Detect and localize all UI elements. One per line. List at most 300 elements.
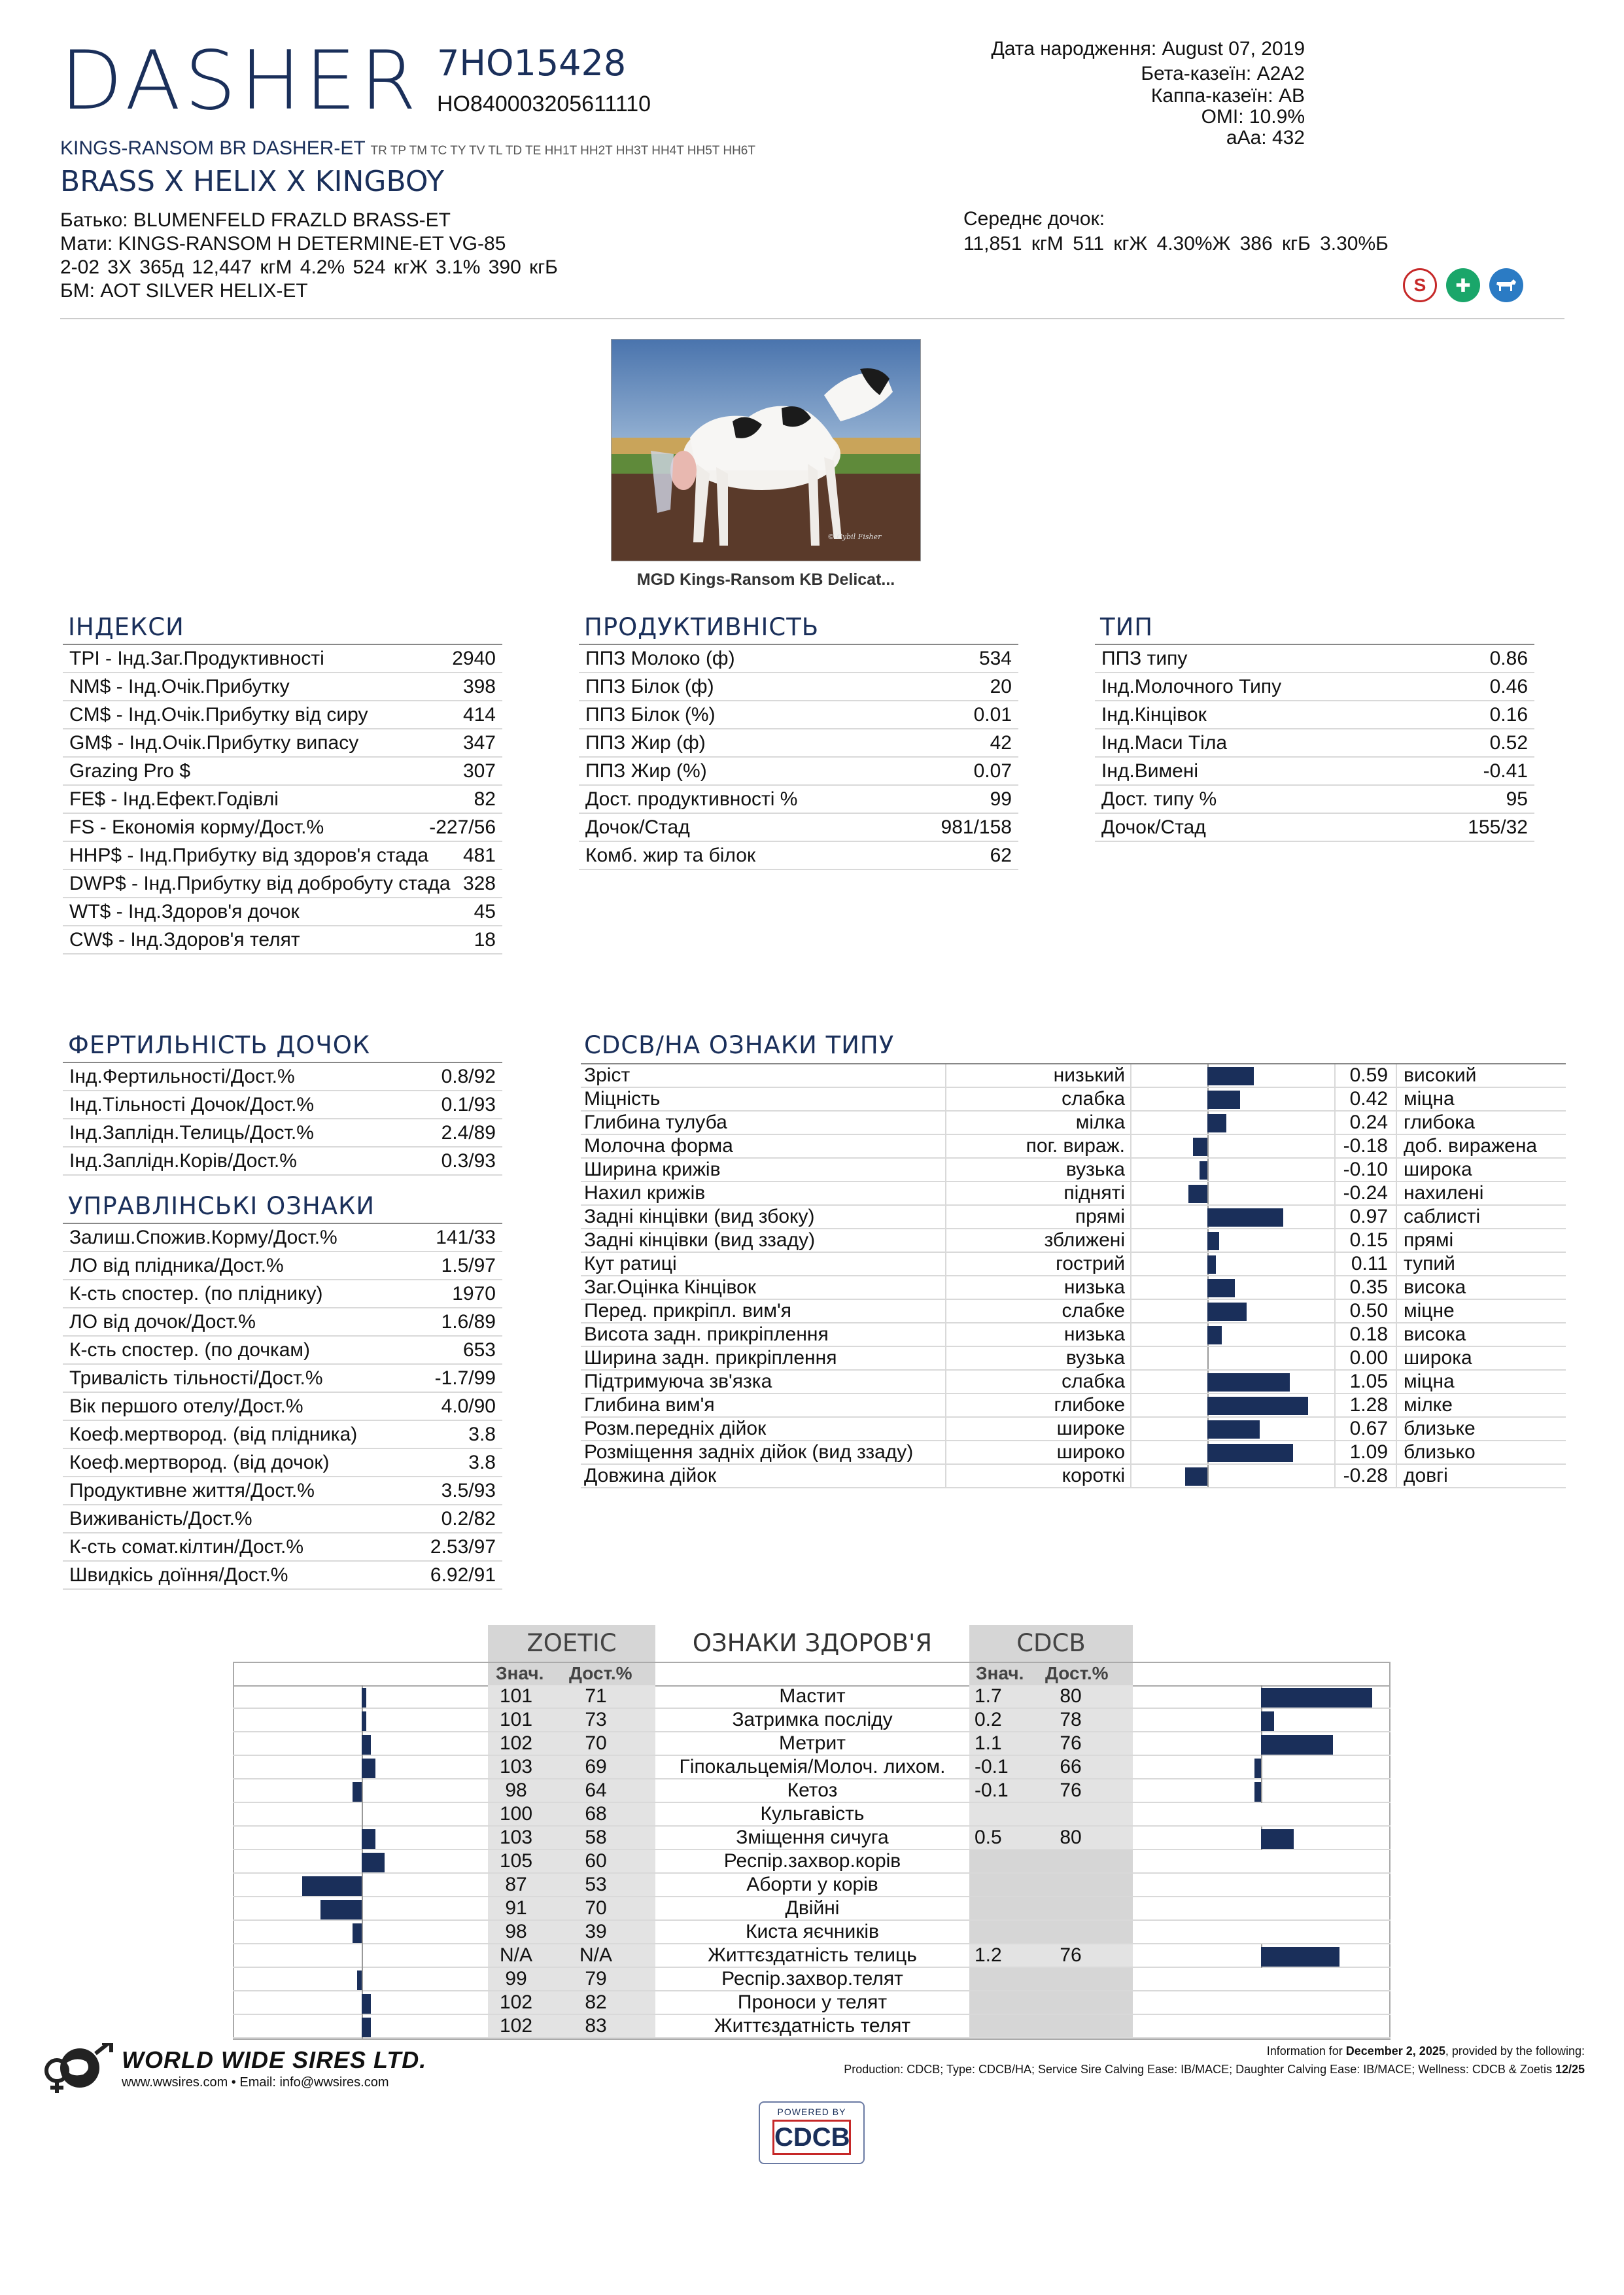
kappa-casein: Каппа-казеїн: AB xyxy=(1150,85,1305,107)
row-value: 95 xyxy=(1506,788,1528,810)
row-value: -227/56 xyxy=(429,816,496,838)
column-divider xyxy=(1130,1465,1132,1487)
type-trait-row xyxy=(581,1371,1566,1394)
column-divider xyxy=(945,1159,946,1181)
row-value: 1970 xyxy=(452,1283,496,1305)
table-row xyxy=(63,1280,502,1308)
row-label: ЛО від плідника/Дост.% xyxy=(69,1255,284,1276)
row-label: ППЗ Білок (%) xyxy=(585,704,716,726)
row-label: Продуктивне життя/Дост.% xyxy=(69,1480,315,1501)
column-divider xyxy=(945,1465,946,1487)
row-label: FS - Економія корму/Дост.% xyxy=(69,816,324,838)
row-value: 0.07 xyxy=(973,760,1012,782)
row-label: Інд.Фертильності/Дост.% xyxy=(69,1066,295,1087)
low-label: слабке xyxy=(1062,1300,1125,1322)
row-value: 42 xyxy=(990,732,1012,754)
column-divider xyxy=(1130,1300,1132,1322)
column-divider xyxy=(1396,1371,1397,1393)
row-label: Інд.Заплідн.Телиць/Дост.% xyxy=(69,1122,314,1144)
table-row xyxy=(63,926,502,955)
cdcb-cell xyxy=(969,1897,1133,1919)
table-row xyxy=(63,1119,502,1148)
column-divider xyxy=(1334,1300,1336,1322)
value-label: -0.10 xyxy=(1343,1159,1388,1180)
column-divider xyxy=(1130,1347,1132,1369)
table-row xyxy=(63,1365,502,1393)
row-value: 481 xyxy=(462,845,496,866)
low-label: слабка xyxy=(1062,1371,1125,1392)
cdcb-rel: 76 xyxy=(1060,1944,1082,1966)
health-trait-row xyxy=(233,1991,1391,2015)
type-trait-bar xyxy=(1207,1232,1219,1250)
type-trait-bar xyxy=(1207,1420,1260,1439)
table-row xyxy=(579,814,1018,842)
management-table xyxy=(63,1223,502,1590)
row-value: 2.53/97 xyxy=(430,1536,496,1558)
type-trait-row xyxy=(581,1064,1566,1088)
table-row xyxy=(1095,758,1534,786)
low-label: низький xyxy=(1053,1064,1125,1086)
row-value: 328 xyxy=(462,873,496,894)
cdcb-rel: 76 xyxy=(1060,1732,1082,1754)
cdcb-rel: 76 xyxy=(1060,1779,1082,1801)
row-value: 6.92/91 xyxy=(430,1564,496,1586)
health-trait-row xyxy=(233,1850,1391,1874)
row-value: 398 xyxy=(462,676,496,697)
zoetic-rel: 64 xyxy=(585,1779,607,1801)
health-trait-row xyxy=(233,1685,1391,1709)
column-divider xyxy=(945,1206,946,1228)
column-divider xyxy=(1334,1418,1336,1440)
trait-name: Молочна форма xyxy=(584,1135,733,1157)
zoetic-rel: 53 xyxy=(585,1874,607,1895)
table-row xyxy=(63,1223,502,1252)
info-suffix: , provided by the following: xyxy=(1445,2044,1585,2058)
type-trait-row xyxy=(581,1159,1566,1182)
row-label: Інд.Кінцівок xyxy=(1101,704,1207,726)
row-label: DWP$ - Інд.Прибутку від добробуту стада xyxy=(69,873,451,894)
type-trait-row xyxy=(581,1112,1566,1135)
low-label: слабка xyxy=(1062,1088,1125,1110)
trait-name: Задні кінцівки (вид ззаду) xyxy=(584,1229,816,1251)
info-line xyxy=(1267,2042,1585,2059)
table-row xyxy=(1095,644,1534,673)
row-value: 141/33 xyxy=(436,1227,496,1248)
row-label: HHP$ - Інд.Прибутку від здоров'я стада xyxy=(69,845,429,866)
zoetic-value: 101 xyxy=(499,1709,533,1730)
health-trait-row xyxy=(233,1803,1391,1827)
cow-photo xyxy=(611,339,921,561)
cdcb-value: 0.5 xyxy=(975,1827,1002,1848)
column-divider xyxy=(1396,1276,1397,1299)
type-trait-row xyxy=(581,1300,1566,1323)
row-label: Дочок/Стад xyxy=(585,816,690,838)
column-divider xyxy=(1334,1253,1336,1275)
row-value: 653 xyxy=(462,1339,496,1361)
cdcb-value: 1.1 xyxy=(975,1732,1002,1754)
trait-name: Зріст xyxy=(584,1064,631,1086)
health-trait-name: Респір.захвор.корів xyxy=(723,1850,901,1872)
zoetic-rel: 70 xyxy=(585,1897,607,1919)
trait-name: Кут ратиці xyxy=(584,1253,677,1274)
column-divider xyxy=(945,1112,946,1134)
zoetic-zero-line xyxy=(362,1897,363,1921)
column-divider xyxy=(1396,1159,1397,1181)
column-divider xyxy=(1334,1064,1336,1087)
row-label: Коеф.мертвород. (від дочок) xyxy=(69,1452,330,1473)
column-divider xyxy=(1334,1347,1336,1369)
row-value: 0.1/93 xyxy=(441,1094,496,1115)
trait-name: Задні кінцівки (вид збоку) xyxy=(584,1206,815,1227)
type-trait-bar xyxy=(1207,1091,1240,1109)
row-value: 0.3/93 xyxy=(441,1150,496,1172)
production-table xyxy=(579,644,1018,870)
table-row xyxy=(63,1252,502,1280)
table-row xyxy=(63,1477,502,1505)
type-trait-bar xyxy=(1188,1185,1207,1203)
type-trait-row xyxy=(581,1253,1566,1276)
type-trait-row xyxy=(581,1418,1566,1441)
type-trait-row xyxy=(581,1088,1566,1112)
health-trait-name: Кетоз xyxy=(787,1779,838,1801)
cdcb-badge xyxy=(759,2101,865,2164)
low-label: широко xyxy=(1056,1441,1125,1463)
zoetic-zero-line xyxy=(362,1921,363,1944)
value-label: -0.28 xyxy=(1343,1465,1388,1486)
cdcb-value: 0.2 xyxy=(975,1709,1002,1730)
column-divider xyxy=(945,1394,946,1416)
row-value: 62 xyxy=(990,845,1012,866)
health-frame xyxy=(233,2039,1391,2040)
cdcb-bar xyxy=(1261,1711,1274,1731)
high-label: глибока xyxy=(1404,1112,1475,1133)
column-divider xyxy=(1130,1112,1132,1134)
table-row xyxy=(63,1091,502,1119)
health-trait-row xyxy=(233,1874,1391,1897)
table-row xyxy=(63,1062,502,1091)
row-label: ППЗ Жир (%) xyxy=(585,760,707,782)
mgs: БМ: AOT SILVER HELIX-ET xyxy=(60,280,308,302)
health-trait-row xyxy=(233,1897,1391,1921)
photo-caption: MGD Kings-Ransom KB Delicat... xyxy=(636,570,895,589)
company-name: WORLD WIDE SIRES LTD. xyxy=(122,2046,427,2073)
fertility-table xyxy=(63,1062,502,1176)
zoetic-rel: 83 xyxy=(585,2015,607,2037)
low-label: низька xyxy=(1063,1276,1125,1298)
type-trait-bar xyxy=(1207,1208,1283,1227)
table-row xyxy=(63,1533,502,1562)
column-divider xyxy=(1396,1347,1397,1369)
zoetic-bar xyxy=(362,1711,366,1731)
row-label: CM$ - Інд.Очік.Прибутку від сиру xyxy=(69,704,368,726)
column-divider xyxy=(1130,1229,1132,1252)
type-trait-row xyxy=(581,1135,1566,1159)
trait-name: Міцність xyxy=(584,1088,661,1110)
row-value: 0.52 xyxy=(1489,732,1528,754)
column-divider xyxy=(1396,1394,1397,1416)
row-value: 347 xyxy=(462,732,496,754)
zoetic-bar xyxy=(320,1900,362,1919)
zoetic-value: 102 xyxy=(499,2015,533,2037)
column-divider xyxy=(1334,1112,1336,1134)
row-value: 1.6/89 xyxy=(441,1311,496,1333)
dam: Мати: KINGS-RANSOM H DETERMINE-ET VG-85 xyxy=(60,233,506,254)
row-value: 0.86 xyxy=(1489,648,1528,669)
zoetic-bar xyxy=(362,1829,375,1849)
health-col-header: Знач. xyxy=(976,1663,1024,1683)
row-value: 3.8 xyxy=(468,1452,496,1473)
value-label: 1.28 xyxy=(1349,1394,1388,1416)
cdcb-rel: 80 xyxy=(1060,1827,1082,1848)
table-row xyxy=(579,673,1018,701)
zoetic-bar xyxy=(357,1971,362,1990)
value-label: 0.18 xyxy=(1349,1323,1388,1345)
row-value: 0.8/92 xyxy=(441,1066,496,1087)
column-divider xyxy=(945,1441,946,1463)
table-row xyxy=(63,786,502,814)
row-label: Grazing Pro $ xyxy=(69,760,191,782)
health-trait-row xyxy=(233,1709,1391,1732)
column-divider xyxy=(945,1300,946,1322)
health-trait-row xyxy=(233,1779,1391,1803)
table-row xyxy=(579,644,1018,673)
high-label: близьке xyxy=(1404,1418,1476,1439)
health-trait-row xyxy=(233,2015,1391,2039)
cdcb-value: 1.2 xyxy=(975,1944,1002,1966)
trait-name: Ширина задн. прикріплення xyxy=(584,1347,837,1369)
type-traits-chart xyxy=(581,1063,1566,1488)
high-label: високий xyxy=(1404,1064,1477,1086)
zoetic-value: 102 xyxy=(499,1991,533,2013)
table-row xyxy=(1095,701,1534,729)
column-divider xyxy=(1130,1276,1132,1299)
row-label: Інд.Заплідн.Корів/Дост.% xyxy=(69,1150,297,1172)
column-divider xyxy=(945,1253,946,1275)
table-row xyxy=(579,786,1018,814)
column-divider xyxy=(945,1135,946,1157)
row-label: FE$ - Інд.Ефект.Годівлі xyxy=(69,788,279,810)
fertility-title: ФЕРТИЛЬНІСТЬ ДОЧОК xyxy=(68,1031,371,1059)
high-label: близько xyxy=(1404,1441,1476,1463)
health-trait-name: Кульгавість xyxy=(760,1803,865,1825)
table-row xyxy=(63,673,502,701)
cdcb-cell xyxy=(969,1968,1133,1990)
value-label: -0.24 xyxy=(1343,1182,1388,1204)
row-label: Інд.Маси Тіла xyxy=(1101,732,1228,754)
globe-gender-icon xyxy=(41,2043,119,2095)
column-divider xyxy=(1396,1206,1397,1228)
birth-date: Дата народження: August 07, 2019 xyxy=(991,38,1305,60)
value-label: 0.67 xyxy=(1349,1418,1388,1439)
sources: Production: CDCB; Type: CDCB/HA; Service Sire Calving Ease: IB/MACE; Daughter Calving Ease: IB/MACE; Wellness: CDCB & Zoetis xyxy=(844,2063,1555,2076)
type-trait-bar xyxy=(1207,1444,1293,1462)
high-label: широка xyxy=(1404,1159,1472,1180)
health-title: ОЗНАКИ ЗДОРОВ'Я xyxy=(692,1629,933,1657)
reg-code: 7HO15428 xyxy=(437,43,627,84)
column-divider xyxy=(1130,1206,1132,1228)
low-label: підняті xyxy=(1063,1182,1125,1204)
low-label: гострий xyxy=(1056,1253,1125,1274)
table-row xyxy=(63,1421,502,1449)
zoetic-rel: 73 xyxy=(585,1709,607,1730)
type-trait-bar xyxy=(1207,1279,1235,1297)
value-label: -0.18 xyxy=(1343,1135,1388,1157)
sources-code: 12/25 xyxy=(1555,2063,1585,2076)
zoetic-zero-line xyxy=(362,1874,363,1897)
table-row xyxy=(1095,814,1534,842)
column-divider xyxy=(1130,1135,1132,1157)
cdcb-rel: 66 xyxy=(1060,1756,1082,1778)
table-row xyxy=(63,701,502,729)
zoetic-bar xyxy=(362,1759,375,1778)
cdcb-cell xyxy=(969,1921,1133,1943)
column-divider xyxy=(945,1064,946,1087)
low-label: широке xyxy=(1056,1418,1125,1439)
cdcb-bar xyxy=(1261,1688,1372,1708)
omi: OMI: 10.9% xyxy=(1201,106,1305,128)
zoetic-value: 103 xyxy=(499,1827,533,1848)
type-trait-bar xyxy=(1207,1326,1222,1344)
row-label: ППЗ типу xyxy=(1101,648,1188,669)
zoetic-bar xyxy=(362,1735,371,1755)
column-divider xyxy=(1396,1088,1397,1110)
row-label: Вік першого отелу/Дост.% xyxy=(69,1395,303,1417)
wws-logo xyxy=(41,2043,119,2095)
column-divider xyxy=(1130,1182,1132,1204)
row-value: 45 xyxy=(474,901,496,922)
cdcb-logo-text: CDCB xyxy=(772,2120,851,2155)
table-row xyxy=(63,1562,502,1590)
table-row xyxy=(63,729,502,758)
aaa: aAa: 432 xyxy=(1226,127,1305,149)
row-label: К-сть сомат.кілтин/Дост.% xyxy=(69,1536,304,1558)
cdcb-bar xyxy=(1261,1829,1294,1849)
zoetic-rel: 82 xyxy=(585,1991,607,2013)
zoetic-value: 87 xyxy=(505,1874,527,1895)
health-trait-name: Затримка посліду xyxy=(732,1709,893,1730)
cdcb-cell xyxy=(969,1991,1133,2014)
table-row xyxy=(63,1393,502,1421)
zoetic-rel: 60 xyxy=(585,1850,607,1872)
low-label: короткі xyxy=(1062,1465,1125,1486)
zoetic-bar xyxy=(362,1994,371,2014)
row-label: ППЗ Молоко (ф) xyxy=(585,648,735,669)
low-label: мілка xyxy=(1075,1112,1125,1133)
trait-name: Ширина крижів xyxy=(584,1159,721,1180)
row-value: -0.41 xyxy=(1483,760,1528,782)
cdcb-cell xyxy=(969,1850,1133,1872)
type-trait-row xyxy=(581,1206,1566,1229)
row-value: 3.5/93 xyxy=(441,1480,496,1501)
genetic-codes: TR TP TM TC TY TV TL TD TE HH1T HH2T HH3T HH4T HH5T HH6T xyxy=(370,144,755,158)
zoetic-rel: 70 xyxy=(585,1732,607,1754)
high-label: міцна xyxy=(1404,1088,1455,1110)
row-value: 534 xyxy=(978,648,1012,669)
type-trait-row xyxy=(581,1323,1566,1347)
production-title: ПРОДУКТИВНІСТЬ xyxy=(584,613,820,641)
cdcb-value: -0.1 xyxy=(975,1756,1009,1778)
value-label: 0.11 xyxy=(1351,1253,1388,1274)
health-trait-row xyxy=(233,1756,1391,1779)
column-divider xyxy=(1334,1323,1336,1346)
column-divider xyxy=(1130,1253,1132,1275)
zoetic-rel: 39 xyxy=(585,1921,607,1942)
column-divider xyxy=(1396,1465,1397,1487)
column-divider xyxy=(1334,1182,1336,1204)
sources-line xyxy=(844,2061,1585,2078)
value-label: 0.00 xyxy=(1349,1347,1388,1369)
zero-line xyxy=(1207,1347,1209,1369)
zoetic-bar xyxy=(302,1876,362,1896)
column-divider xyxy=(945,1229,946,1252)
row-value: 1.5/97 xyxy=(441,1255,496,1276)
column-divider xyxy=(945,1182,946,1204)
table-row xyxy=(1095,786,1534,814)
health-trait-name: Мастит xyxy=(779,1685,846,1707)
high-label: тупий xyxy=(1404,1253,1455,1274)
table-row xyxy=(63,644,502,673)
column-divider xyxy=(1334,1394,1336,1416)
table-row xyxy=(63,1308,502,1337)
zoetic-rel: 71 xyxy=(585,1685,607,1707)
high-label: висока xyxy=(1404,1276,1466,1298)
row-label: Тривалість тільності/Дост.% xyxy=(69,1367,323,1389)
value-label: 0.15 xyxy=(1349,1229,1388,1251)
value-label: 0.35 xyxy=(1349,1276,1388,1298)
table-row xyxy=(579,729,1018,758)
type-trait-bar xyxy=(1207,1373,1290,1392)
high-label: висока xyxy=(1404,1323,1466,1345)
health-trait-name: Аборти у корів xyxy=(746,1874,878,1895)
company-web: www.wwsires.com • Email: info@wwsires.com xyxy=(122,2075,389,2090)
zoetic-rel: 58 xyxy=(585,1827,607,1848)
select-sires-icon: S xyxy=(1403,268,1437,302)
column-divider xyxy=(945,1323,946,1346)
zoetic-header: ZOETIC xyxy=(488,1625,655,1662)
low-label: глибоке xyxy=(1054,1394,1125,1416)
dam-record: 2-02 3X 365д 12,447 кгМ 4.2% 524 кгЖ 3.1% 390 кгБ xyxy=(60,256,558,278)
column-divider xyxy=(1396,1064,1397,1087)
row-value: 0.16 xyxy=(1489,704,1528,726)
cdcb-cell xyxy=(969,1803,1133,1825)
row-label: Інд.Молочного Типу xyxy=(1101,676,1282,697)
zoetic-value: 101 xyxy=(499,1685,533,1707)
table-row xyxy=(579,758,1018,786)
high-label: довгі xyxy=(1404,1465,1448,1486)
zoetic-value: 100 xyxy=(499,1803,533,1825)
row-label: WT$ - Інд.Здоров'я дочок xyxy=(69,901,300,922)
type-trait-row xyxy=(581,1465,1566,1488)
trait-name: Нахил крижів xyxy=(584,1182,706,1204)
low-label: прямі xyxy=(1075,1206,1125,1227)
row-label: ППЗ Білок (ф) xyxy=(585,676,714,697)
row-label: ЛО від дочок/Дост.% xyxy=(69,1311,256,1333)
zoetic-zero-line xyxy=(362,1968,363,1991)
trait-name: Висота задн. прикріплення xyxy=(584,1323,829,1345)
cdcb-cell xyxy=(969,1874,1133,1896)
zoetic-zero-line xyxy=(362,1803,363,1827)
management-title: УПРАВЛІНСЬКІ ОЗНАКИ xyxy=(68,1192,375,1220)
column-divider xyxy=(1334,1371,1336,1393)
trait-name: Розм.передніх дійок xyxy=(584,1418,767,1439)
powered-by: POWERED BY xyxy=(777,2107,846,2117)
type-trait-bar xyxy=(1185,1467,1207,1486)
row-label: Дочок/Стад xyxy=(1101,816,1206,838)
high-label: нахилені xyxy=(1404,1182,1484,1204)
column-divider xyxy=(945,1276,946,1299)
row-label: К-сть спостер. (по дочкам) xyxy=(69,1339,311,1361)
table-row xyxy=(63,898,502,926)
